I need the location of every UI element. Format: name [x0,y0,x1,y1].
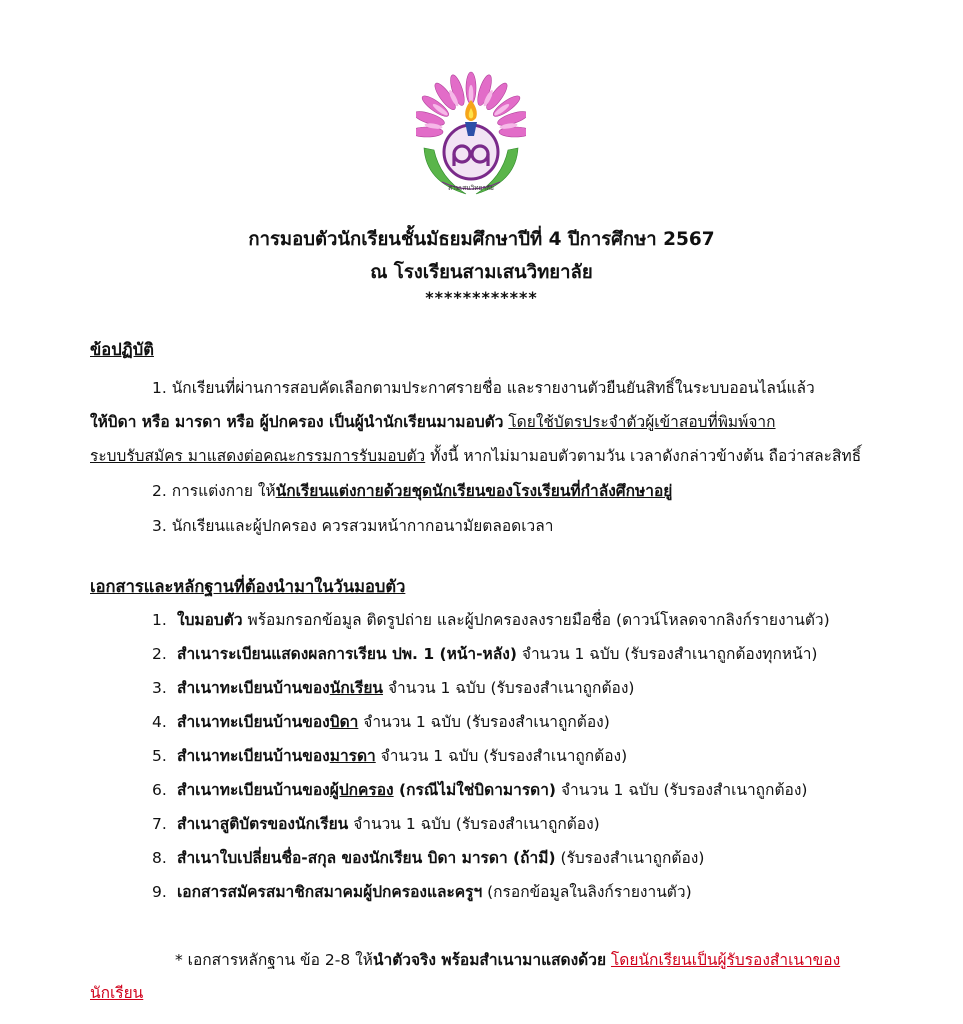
school-name-line: ณ โรงเรียนสามเสนวิทยาลัย [370,262,593,283]
rule-2 [152,478,672,503]
document-item: 6. สำเนาทะเบียนบ้านของผู้ปกครอง (กรณีไม่ใช่บิดามารดา) จำนวน 1 ฉบับ (รับรองสำเนาถูกต้อง) [152,781,808,799]
rule-2-emphasis: นักเรียนแต่งกายด้วยชุดนักเรียนของโรงเรียนที่กำลังศึกษาอยู่ [275,482,673,500]
rule-1-line-1: 1. นักเรียนที่ผ่านการสอบคัดเลือกตามประกาศรายชื่อ และรายงานตัวยืนยันสิทธิ์ในระบบออนไลน์แล้ว [152,379,815,397]
document-item: 1. ใบมอบตัว พร้อมกรอกข้อมูล ติดรูปถ่าย และผู้ปกครองลงรายมือชื่อ (ดาวน์โหลดจากลิงก์รายงานตัว) [152,611,830,629]
documents-list [152,606,830,912]
footnote-red-note: โดยนักเรียนเป็นผู้รับรองสำเนาของนักเรียน [90,951,841,1002]
footnote-bold: นำตัวจริง พร้อมสำเนามาแสดงด้วย [372,951,607,969]
document-item: 5. สำเนาทะเบียนบ้านของมารดา จำนวน 1 ฉบับ (รับรองสำเนาถูกต้อง) [152,747,628,765]
document-item: 9. เอกสารสมัครสมาชิกสมาคมผู้ปกครองและครูฯ (กรอกข้อมูลในลิงก์รายงานตัว) [152,883,692,901]
rule-1-line-3 [90,443,861,468]
logo-text: สามเสนวิทยาลัย [448,184,494,192]
footnote [90,944,870,1010]
rule-1-underlined-text-cont: ระบบรับสมัคร มาแสดงต่อคณะกรรมการรับมอบตัว [90,447,426,465]
document-item: 7. สำเนาสูติบัตรของนักเรียน จำนวน 1 ฉบับ (รับรองสำเนาถูกต้อง) [152,815,600,833]
rules-heading: ข้อปฏิบัติ [90,340,154,359]
document-title: การมอบตัวนักเรียนชั้นมัธยมศึกษาปีที่ 4 ปีการศึกษา 2567 [248,229,715,250]
rule-1-underlined-text: โดยใช้บัตรประจำตัวผู้เข้าสอบที่พิมพ์จาก [508,413,776,431]
rule-1-bold-text: ให้บิดา หรือ มารดา หรือ ผู้ปกครอง เป็นผู้นำนักเรียนมามอบตัว [90,413,504,431]
rule-1-trailing-text: ทั้งนี้ หากไม่มามอบตัวตามวัน เวลาดังกล่าวข้างต้น ถือว่าสละสิทธิ์ [425,447,862,465]
footnote-prefix: * เอกสารหลักฐาน ข้อ 2-8 ให้ [175,951,373,969]
rule-1-line-2 [90,409,776,434]
school-emblem-logo [416,70,526,205]
document-item: 3. สำเนาทะเบียนบ้านของนักเรียน จำนวน 1 ฉบับ (รับรองสำเนาถูกต้อง) [152,679,635,697]
title-separator: ************ [425,288,538,307]
documents-heading: เอกสารและหลักฐานที่ต้องนำมาในวันมอบตัว [90,577,406,596]
document-item: 2. สำเนาระเบียนแสดงผลการเรียน ปพ. 1 (หน้า-หลัง) จำนวน 1 ฉบับ (รับรองสำเนาถูกต้องทุกหน้า) [152,645,818,663]
rule-3: 3. นักเรียนและผู้ปกครอง ควรสวมหน้ากากอนามัยตลอดเวลา [152,517,554,535]
document-item: 8. สำเนาใบเปลี่ยนชื่อ-สกุล ของนักเรียน บิดา มารดา (ถ้ามี) (รับรองสำเนาถูกต้อง) [152,849,705,867]
rule-2-prefix: 2. การแต่งกาย ให้ [152,482,276,500]
document-item: 4. สำเนาทะเบียนบ้านของบิดา จำนวน 1 ฉบับ (รับรองสำเนาถูกต้อง) [152,713,610,731]
